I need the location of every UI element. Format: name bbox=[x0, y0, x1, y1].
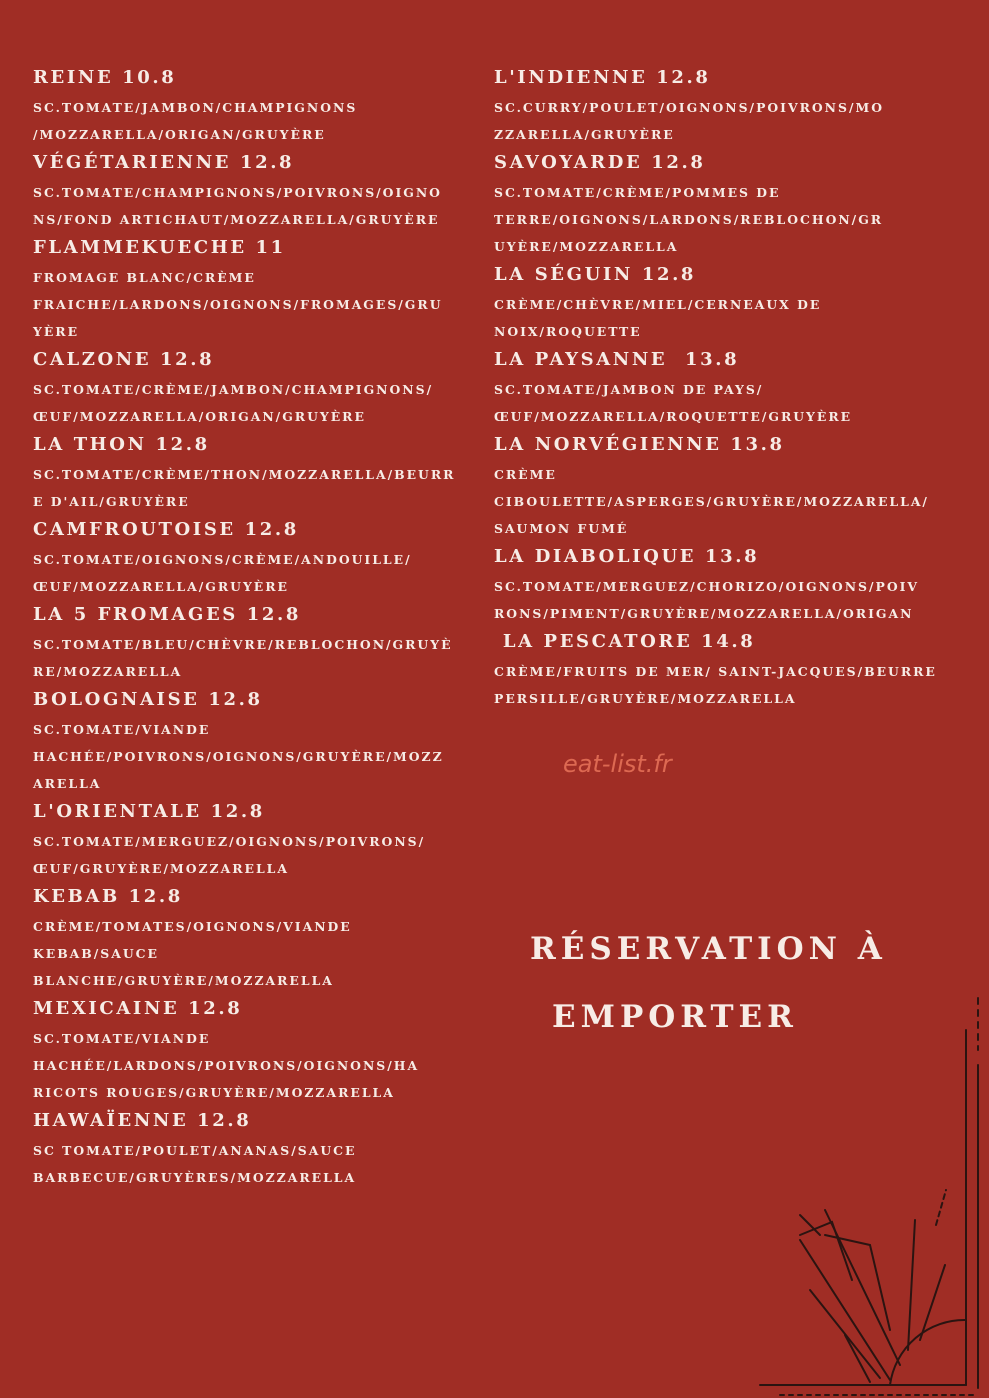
menu-item-description-line: ZZARELLA/GRUYÈRE bbox=[494, 127, 675, 142]
menu-item-description-line: UYÈRE/MOZZARELLA bbox=[494, 239, 679, 254]
menu-item-title: LA SÉGUIN 12.8 bbox=[494, 264, 697, 285]
menu-item-title: LA PAYSANNE 13.8 bbox=[494, 349, 740, 370]
menu-item-description-line: FRAICHE/LARDONS/OIGNONS/FROMAGES/GRU bbox=[33, 297, 443, 312]
menu-item bbox=[494, 263, 964, 345]
watermark: eat-list.fr bbox=[563, 750, 672, 778]
menu-item bbox=[33, 66, 483, 148]
menu-item bbox=[494, 545, 964, 627]
menu-item-description-line: PERSILLE/GRUYÈRE/MOZZARELLA bbox=[494, 691, 797, 706]
menu-item-title: CAMFROUTOISE 12.8 bbox=[33, 519, 299, 540]
menu-item-title: BOLOGNAISE 12.8 bbox=[33, 689, 263, 710]
menu-item-description bbox=[494, 179, 964, 260]
menu-item-description bbox=[33, 716, 483, 797]
menu-item-description-line: TERRE/OIGNONS/LARDONS/REBLOCHON/GR bbox=[494, 212, 884, 227]
menu-item-description-line: RICOTS ROUGES/GRUYÈRE/MOZZARELLA bbox=[33, 1085, 395, 1100]
menu-item-description-line: SC.TOMATE/CRÈME/THON/MOZZARELLA/BEURR bbox=[33, 467, 456, 482]
menu-item bbox=[33, 688, 483, 797]
menu-item-description-line: SC.CURRY/POULET/OIGNONS/POIVRONS/MO bbox=[494, 100, 884, 115]
menu-item-description bbox=[494, 376, 964, 430]
menu-item-description-line: ARELLA bbox=[33, 776, 102, 791]
menu-item-description-line: /MOZZARELLA/ORIGAN/GRUYÈRE bbox=[33, 127, 326, 142]
menu-item-description bbox=[33, 94, 483, 148]
menu-item-title: KEBAB 12.8 bbox=[33, 886, 183, 907]
menu-item-description-line: SC TOMATE/POULET/ANANAS/SAUCE bbox=[33, 1143, 357, 1158]
menu-item-title: REINE 10.8 bbox=[33, 67, 177, 88]
menu-item-description bbox=[494, 94, 964, 148]
menu-item-description-line: ŒUF/MOZZARELLA/GRUYÈRE bbox=[33, 579, 289, 594]
menu-item-description bbox=[494, 461, 964, 542]
menu-item bbox=[33, 1109, 483, 1191]
menu-item-description-line: SC.TOMATE/CRÈME/POMMES DE bbox=[494, 185, 781, 200]
menu-item-title: CALZONE 12.8 bbox=[33, 349, 215, 370]
menu-item-title: SAVOYARDE 12.8 bbox=[494, 152, 706, 173]
menu-item-description-line: HACHÉE/POIVRONS/OIGNONS/GRUYÈRE/MOZZ bbox=[33, 749, 444, 764]
menu-item bbox=[33, 997, 483, 1106]
menu-item bbox=[494, 66, 964, 148]
menu-item-description bbox=[33, 264, 483, 345]
menu-item bbox=[494, 433, 964, 542]
menu-item-description-line: YÈRE bbox=[33, 324, 80, 339]
menu-item-description-line: ŒUF/MOZZARELLA/ORIGAN/GRUYÈRE bbox=[33, 409, 366, 424]
menu-item-description-line: RONS/PIMENT/GRUYÈRE/MOZZARELLA/ORIGAN bbox=[494, 606, 914, 621]
menu-item-title: MEXICAINE 12.8 bbox=[33, 998, 243, 1019]
menu-item-title: FLAMMEKUECHE 11 bbox=[33, 237, 286, 258]
menu-column-right bbox=[494, 66, 964, 715]
menu-item-description-line: ŒUF/MOZZARELLA/ROQUETTE/GRUYÈRE bbox=[494, 409, 853, 424]
menu-item-description-line: CIBOULETTE/ASPERGES/GRUYÈRE/MOZZARELLA/ bbox=[494, 494, 929, 509]
menu-item-description-line: SC.TOMATE/OIGNONS/CRÈME/ANDOUILLE/ bbox=[33, 552, 412, 567]
menu-item-description bbox=[494, 291, 964, 345]
menu-item-description-line: ŒUF/GRUYÈRE/MOZZARELLA bbox=[33, 861, 289, 876]
menu-item-description-line: SC.TOMATE/MERGUEZ/OIGNONS/POIVRONS/ bbox=[33, 834, 426, 849]
menu-item bbox=[494, 151, 964, 260]
menu-item-description-line: E D'AIL/GRUYÈRE bbox=[33, 494, 190, 509]
menu-item-description-line: RE/MOZZARELLA bbox=[33, 664, 183, 679]
menu-item-description-line: SC.TOMATE/JAMBON/CHAMPIGNONS bbox=[33, 100, 358, 115]
menu-item bbox=[33, 518, 483, 600]
menu-item bbox=[33, 151, 483, 233]
menu-item-description bbox=[33, 546, 483, 600]
menu-item-description-line: SAUMON FUMÉ bbox=[494, 521, 629, 536]
menu-item-description bbox=[33, 376, 483, 430]
menu-item bbox=[494, 630, 964, 712]
menu-item bbox=[33, 348, 483, 430]
menu-item-description bbox=[33, 913, 483, 994]
menu-item-description-line: BARBECUE/GRUYÈRES/MOZZARELLA bbox=[33, 1170, 357, 1185]
menu-item-title: L'INDIENNE 12.8 bbox=[494, 67, 711, 88]
menu-item-description-line: NS/FOND ARTICHAUT/MOZZARELLA/GRUYÈRE bbox=[33, 212, 440, 227]
menu-item-description-line: SC.TOMATE/VIANDE bbox=[33, 722, 211, 737]
reservation-line-2: EMPORTER bbox=[552, 999, 798, 1035]
menu-item-description bbox=[494, 573, 964, 627]
menu-item-description-line: CRÈME/TOMATES/OIGNONS/VIANDE bbox=[33, 919, 352, 934]
menu-item-description-line: SC.TOMATE/MERGUEZ/CHORIZO/OIGNONS/POIV bbox=[494, 579, 920, 594]
menu-item-title: LA THON 12.8 bbox=[33, 434, 210, 455]
menu-item-description-line: FROMAGE BLANC/CRÈME bbox=[33, 270, 256, 285]
menu-item-description-line: KEBAB/SAUCE bbox=[33, 946, 159, 961]
menu-item-title: LA 5 FROMAGES 12.8 bbox=[33, 604, 301, 625]
menu-item bbox=[33, 603, 483, 685]
menu-item-description bbox=[33, 631, 483, 685]
menu-item-description-line: SC.TOMATE/VIANDE bbox=[33, 1031, 211, 1046]
menu-item bbox=[33, 236, 483, 345]
menu-item-title: VÉGÉTARIENNE 12.8 bbox=[33, 152, 295, 173]
menu-item-description-line: SC.TOMATE/CRÈME/JAMBON/CHAMPIGNONS/ bbox=[33, 382, 434, 397]
menu-item-description-line: CRÈME/CHÈVRE/MIEL/CERNEAUX DE bbox=[494, 297, 822, 312]
menu-item-title: LA DIABOLIQUE 13.8 bbox=[494, 546, 760, 567]
menu-item-description-line: HACHÉE/LARDONS/POIVRONS/OIGNONS/HA bbox=[33, 1058, 420, 1073]
menu-item-description-line: SC.TOMATE/BLEU/CHÈVRE/REBLOCHON/GRUYÈ bbox=[33, 637, 453, 652]
menu-item-description-line: CRÈME/FRUITS DE MER/ SAINT-JACQUES/BEURRE bbox=[494, 664, 937, 679]
menu-item-title: L'ORIENTALE 12.8 bbox=[33, 801, 265, 822]
menu-item-title: LA PESCATORE 14.8 bbox=[494, 631, 756, 652]
menu-item-description-line: SC.TOMATE/CHAMPIGNONS/POIVRONS/OIGNO bbox=[33, 185, 442, 200]
reservation-line-1: RÉSERVATION À bbox=[530, 931, 887, 967]
menu-item-title: HAWAÏENNE 12.8 bbox=[33, 1110, 252, 1131]
menu-item-description bbox=[33, 828, 483, 882]
menu-item-description-line: SC.TOMATE/JAMBON DE PAYS/ bbox=[494, 382, 764, 397]
menu-item-title: LA NORVÉGIENNE 13.8 bbox=[494, 434, 785, 455]
menu-item-description-line: CRÈME bbox=[494, 467, 557, 482]
menu-item-description bbox=[494, 658, 964, 712]
menu-item bbox=[33, 433, 483, 515]
menu-item-description bbox=[33, 179, 483, 233]
menu-item-description bbox=[33, 1137, 483, 1191]
menu-item bbox=[33, 885, 483, 994]
menu-item bbox=[494, 348, 964, 430]
menu-item-description-line: NOIX/ROQUETTE bbox=[494, 324, 642, 339]
menu-item-description bbox=[33, 1025, 483, 1106]
menu-item bbox=[33, 800, 483, 882]
menu-item-description-line: BLANCHE/GRUYÈRE/MOZZARELLA bbox=[33, 973, 334, 988]
menu-column-left bbox=[33, 66, 483, 1194]
sunburst-decoration bbox=[740, 990, 989, 1398]
menu-item-description bbox=[33, 461, 483, 515]
